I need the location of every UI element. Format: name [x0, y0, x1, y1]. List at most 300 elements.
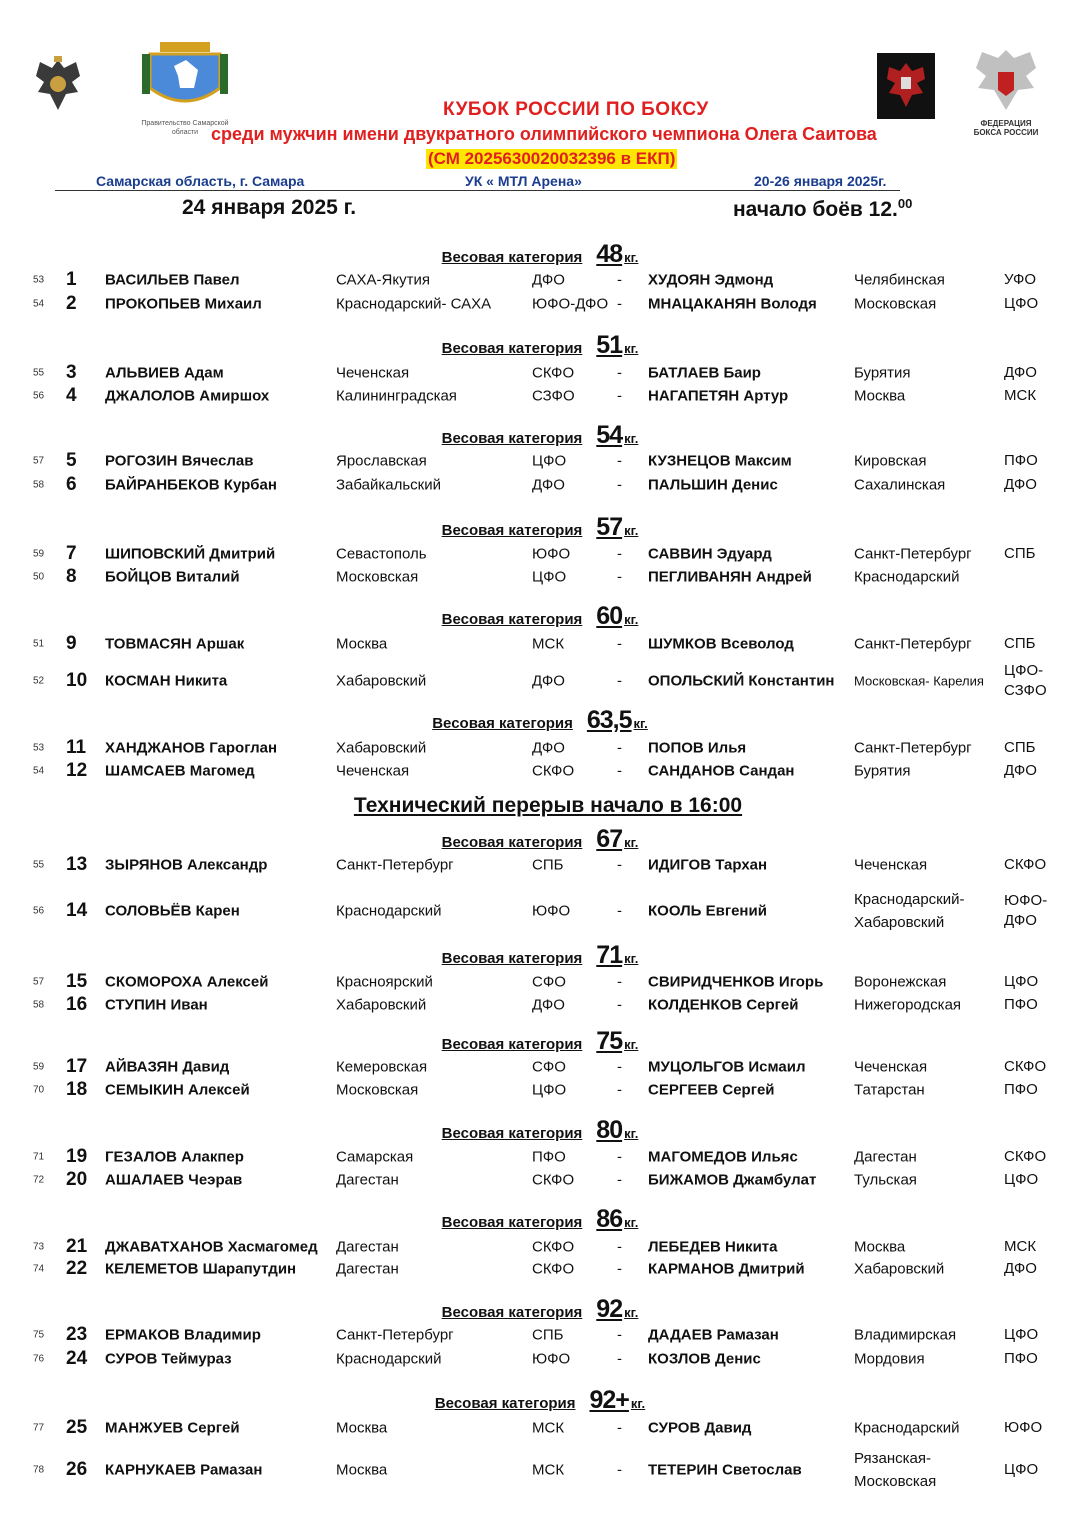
bout-row [0, 756, 1080, 786]
red-corner-region: Чеченская [336, 762, 410, 780]
fight-index: 57 [33, 976, 45, 988]
blue-corner-region: Тульская [854, 1171, 917, 1189]
red-corner-name: ХАНДЖАНОВ Гароглан [105, 739, 278, 757]
red-corner-name: БОЙЦОВ Виталий [105, 568, 240, 586]
weight-category-label: Весовая категория [441, 1304, 583, 1321]
red-corner-district: СКФО [532, 1260, 575, 1278]
fight-index: 74 [33, 1263, 45, 1275]
samara-region-coat-of-arms [140, 40, 230, 136]
weight-value: 92 [596, 1295, 623, 1323]
red-corner-region: Хабаровский [336, 672, 427, 690]
red-corner-name: ГЕЗАЛОВ Алакпер [105, 1148, 244, 1166]
bout-number: 20 [66, 1169, 88, 1190]
weight-category-header [0, 706, 1080, 735]
bout-number: 17 [66, 1056, 88, 1077]
blue-corner-district: ЦФО [1004, 973, 1039, 990]
bout-number: 4 [66, 385, 77, 406]
fight-index: 53 [33, 274, 45, 286]
blue-corner-region: Москва [854, 387, 906, 405]
bout-number: 5 [66, 450, 77, 471]
versus-dash: - [617, 1260, 622, 1278]
red-corner-region: Хабаровский [336, 739, 427, 757]
weight-unit: кг. [624, 1215, 639, 1230]
fight-index: 58 [33, 479, 45, 491]
red-corner-name: ЗЫРЯНОВ Александр [105, 856, 268, 874]
versus-dash: - [617, 739, 622, 757]
bout-number: 16 [66, 994, 88, 1015]
fight-index: 73 [33, 1241, 45, 1253]
start-time-text: начало боёв 12. [733, 198, 898, 221]
blue-corner-region: Санкт-Петербург [854, 739, 972, 757]
fight-index: 56 [33, 905, 45, 917]
red-corner-district: ЦФО [532, 568, 567, 586]
fight-index: 59 [33, 548, 45, 560]
versus-dash: - [617, 476, 622, 494]
bout-number: 12 [66, 760, 88, 781]
blue-corner-name: СЕРГЕЕВ Сергей [648, 1081, 775, 1099]
blue-corner-region: Рязанская- Московская [854, 1450, 937, 1490]
blue-corner-region: Владимирская [854, 1326, 957, 1344]
red-corner-name: АЙВАЗЯН Давид [105, 1058, 230, 1076]
fight-index: 57 [33, 455, 45, 467]
bout-row [0, 1165, 1080, 1195]
header-divider [55, 190, 900, 191]
bout-row [0, 289, 1080, 319]
versus-dash: - [617, 856, 622, 874]
blue-corner-district: УФО [1004, 271, 1037, 288]
red-corner-name: СОЛОВЬЁВ Карен [105, 902, 240, 920]
versus-dash: - [617, 1058, 622, 1076]
weight-category-header [0, 1116, 1080, 1145]
blue-corner-name: МАГОМЕДОВ Ильяс [648, 1148, 798, 1166]
weight-category-header [0, 331, 1080, 360]
weight-category-label: Весовая категория [441, 522, 583, 539]
versus-dash: - [617, 545, 622, 563]
red-corner-name: ЕРМАКОВ Владимир [105, 1326, 261, 1344]
fight-index: 77 [33, 1422, 45, 1434]
red-corner-region: Московская [336, 1081, 419, 1099]
fight-index: 78 [33, 1464, 45, 1476]
fight-index: 58 [33, 999, 45, 1011]
start-time [733, 196, 912, 222]
versus-dash: - [617, 568, 622, 586]
blue-corner-region: Чеченская [854, 1058, 928, 1076]
bout-row [0, 470, 1080, 500]
blue-corner-region: Санкт-Петербург [854, 545, 972, 563]
blue-corner-name: КАРМАНОВ Дмитрий [648, 1260, 805, 1278]
blue-corner-name: ТЕТЕРИН Светослав [648, 1461, 802, 1479]
weight-category-label: Весовая категория [441, 834, 583, 851]
red-corner-name: РОГОЗИН Вячеслав [105, 452, 254, 470]
weight-value: 57 [596, 513, 623, 541]
blue-corner-district: ДФО [1004, 476, 1037, 493]
weight-value: 86 [596, 1205, 623, 1233]
versus-dash: - [617, 1461, 622, 1479]
blue-corner-district: ПФО [1004, 452, 1038, 469]
bout-row [0, 629, 1080, 659]
bout-number: 9 [66, 633, 77, 654]
blue-corner-name: ДАДАЕВ Рамазан [648, 1326, 779, 1344]
weight-value: 75 [596, 1027, 623, 1055]
red-corner-name: КЕЛЕМЕТОВ Шарапутдин [105, 1260, 297, 1278]
blue-corner-district: ДФО [1004, 762, 1037, 779]
red-corner-district: МСК [532, 635, 565, 653]
red-corner-name: СТУПИН Иван [105, 996, 208, 1014]
weight-unit: кг. [624, 612, 639, 627]
blue-corner-district: ДФО [1004, 364, 1037, 381]
red-corner-district: МСК [532, 1461, 565, 1479]
weight-category-label: Весовая категория [441, 249, 583, 266]
location: Самарская область, г. Самара [96, 173, 305, 189]
blue-corner-district: ЮФО- ДФО [1004, 892, 1048, 929]
blue-corner-region: Воронежская [854, 973, 947, 991]
weight-value: 63,5 [586, 706, 632, 734]
red-corner-region: Забайкальский [336, 476, 441, 494]
red-corner-name: ВАСИЛЬЕВ Павел [105, 271, 240, 289]
bout-number: 11 [66, 737, 87, 758]
blue-corner-name: НАГАПЕТЯН Артур [648, 387, 789, 405]
versus-dash: - [617, 1171, 622, 1189]
russian-eagle-emblem [30, 54, 86, 118]
blue-corner-district: СПБ [1004, 545, 1036, 562]
versus-dash: - [617, 1350, 622, 1368]
blue-corner-district: СПБ [1004, 739, 1036, 756]
weight-category-label: Весовая категория [441, 611, 583, 628]
red-corner-district: ДФО [532, 996, 565, 1014]
blue-corner-district: МСК [1004, 1238, 1037, 1255]
blue-corner-region: Бурятия [854, 762, 911, 780]
blue-corner-name: КОЛДЕНКОВ Сергей [648, 996, 799, 1014]
blue-corner-district: МСК [1004, 387, 1037, 404]
bout-number: 25 [66, 1417, 88, 1438]
bout-row [0, 1254, 1080, 1284]
bout-number: 13 [66, 854, 88, 875]
blue-corner-name: БАТЛАЕВ Баир [648, 364, 761, 382]
bout-number: 10 [66, 670, 88, 691]
blue-corner-region: Москва [854, 1238, 906, 1256]
red-corner-district: СПБ [532, 856, 564, 874]
versus-dash: - [617, 996, 622, 1014]
red-corner-district: СКФО [532, 762, 575, 780]
weight-unit: кг. [624, 431, 639, 446]
blue-corner-name: САВВИН Эдуард [648, 545, 772, 563]
blue-corner-name: ЛЕБЕДЕВ Никита [648, 1238, 778, 1256]
weight-category-label: Весовая категория [441, 430, 583, 447]
weight-unit: кг. [624, 523, 639, 538]
red-corner-name: ПРОКОПЬЕВ Михаил [105, 295, 262, 313]
weight-category-header [0, 1205, 1080, 1234]
weight-category-header [0, 602, 1080, 631]
red-corner-region: Дагестан [336, 1260, 399, 1278]
red-corner-region: Хабаровский [336, 996, 427, 1014]
fight-index: 53 [33, 742, 45, 754]
blue-corner-district: ПФО [1004, 996, 1038, 1013]
blue-corner-region: Татарстан [854, 1081, 925, 1099]
red-corner-region: Краснодарский [336, 902, 442, 920]
blue-corner-region: Челябинская [854, 271, 945, 289]
blue-corner-name: МУЦОЛЬГОВ Исмаил [648, 1058, 806, 1076]
weight-category-header [0, 1386, 1080, 1415]
red-corner-region: Дагестан [336, 1171, 399, 1189]
federation-logo-caption: ФЕДЕРАЦИЯ БОКСА РОССИИ [973, 119, 1039, 137]
weight-unit: кг. [633, 716, 648, 731]
period: 20-26 января 2025г. [754, 173, 887, 189]
fight-index: 71 [33, 1151, 45, 1163]
red-corner-district: СФО [532, 973, 566, 991]
red-corner-name: КАРНУКАЕВ Рамазан [105, 1461, 263, 1479]
weight-category-label: Весовая категория [441, 1214, 583, 1231]
venue: УК « МТЛ Арена» [465, 173, 582, 189]
technical-break: Технический перерыв начало в 16:00 [353, 794, 743, 817]
red-corner-region: Калининградская [336, 387, 457, 405]
weight-unit: кг. [624, 951, 639, 966]
fight-index: 52 [33, 675, 45, 687]
page-title: КУБОК РОССИИ ПО БОКСУ [443, 99, 709, 120]
blue-corner-name: СУРОВ Давид [648, 1419, 752, 1437]
fight-index: 54 [33, 765, 45, 777]
fight-index: 75 [33, 1329, 45, 1341]
blue-corner-name: КОЗЛОВ Денис [648, 1350, 761, 1368]
red-corner-region: Краснодарский [336, 1350, 442, 1368]
blue-corner-name: КУЗНЕЦОВ Максим [648, 452, 792, 470]
blue-corner-region: Мордовия [854, 1350, 925, 1368]
weight-unit: кг. [624, 1037, 639, 1052]
blue-corner-name: САНДАНОВ Сандан [648, 762, 795, 780]
weight-category-label: Весовая категория [441, 950, 583, 967]
fight-index: 51 [33, 638, 45, 650]
weight-category-label: Весовая категория [441, 1036, 583, 1053]
fight-index: 55 [33, 367, 45, 379]
versus-dash: - [617, 452, 622, 470]
red-corner-district: СФО [532, 1058, 566, 1076]
red-corner-name: КОСМАН Никита [105, 672, 228, 690]
red-corner-region: Севастополь [336, 545, 427, 563]
red-corner-region: Москва [336, 1461, 388, 1479]
blue-corner-district: ПФО [1004, 1350, 1038, 1367]
versus-dash: - [617, 1326, 622, 1344]
blue-corner-region: Нижегородская [854, 996, 962, 1014]
blue-corner-name: ОПОЛЬСКИЙ Константин [648, 672, 835, 690]
bout-row [0, 1075, 1080, 1105]
red-corner-region: Москва [336, 1419, 388, 1437]
red-corner-district: ДФО [532, 271, 565, 289]
red-corner-district: СКФО [532, 1238, 575, 1256]
bout-number: 7 [66, 543, 77, 564]
red-corner-name: ДЖАВАТХАНОВ Хасмагомед [105, 1238, 318, 1256]
blue-corner-name: ПАЛЬШИН Денис [648, 476, 778, 494]
red-corner-name: СЕМЫКИН Алексей [105, 1081, 250, 1099]
red-corner-region: Чеченская [336, 364, 410, 382]
bout-row [0, 850, 1080, 880]
weight-unit: кг. [624, 1305, 639, 1320]
bout-number: 26 [66, 1459, 88, 1480]
red-corner-name: АЛЬВИЕВ Адам [105, 364, 224, 382]
bout-row [0, 1445, 1080, 1495]
red-corner-district: СПБ [532, 1326, 564, 1344]
blue-corner-district: ЦФО [1004, 1326, 1039, 1343]
blue-corner-region: Бурятия [854, 364, 911, 382]
samara-logo-caption: Правительство Самарской области [141, 120, 229, 136]
weight-category-header [0, 941, 1080, 970]
weight-unit: кг. [624, 1126, 639, 1141]
red-corner-district: СКФО [532, 364, 575, 382]
versus-dash: - [617, 387, 622, 405]
red-corner-district: МСК [532, 1419, 565, 1437]
weight-value: 67 [596, 825, 623, 853]
weight-unit: кг. [624, 341, 639, 356]
blue-corner-name: БИЖАМОВ Джамбулат [648, 1171, 817, 1189]
red-corner-district: ПФО [532, 1148, 566, 1166]
red-corner-district: ЮФО [532, 902, 571, 920]
blue-corner-name: ИДИГОВ Тархан [648, 856, 768, 874]
versus-dash: - [617, 364, 622, 382]
versus-dash: - [617, 295, 622, 313]
weight-value: 71 [596, 941, 623, 969]
weight-unit: кг. [624, 835, 639, 850]
bout-number: 21 [66, 1236, 88, 1257]
weight-value: 60 [596, 602, 623, 630]
bout-row [0, 886, 1080, 936]
bout-number: 22 [66, 1258, 88, 1279]
versus-dash: - [617, 672, 622, 690]
bout-number: 24 [66, 1348, 88, 1369]
red-corner-region: Дагестан [336, 1238, 399, 1256]
versus-dash: - [617, 902, 622, 920]
fight-index: 54 [33, 298, 45, 310]
fight-index: 76 [33, 1353, 45, 1365]
bout-number: 3 [66, 362, 77, 383]
red-corner-region: Московская [336, 568, 419, 586]
weight-category-label: Весовая категория [441, 340, 583, 357]
versus-dash: - [617, 635, 622, 653]
blue-corner-district: ЦФО [1004, 295, 1039, 312]
bout-number: 18 [66, 1079, 88, 1100]
red-corner-district: ЮФО-ДФО [532, 295, 609, 313]
blue-corner-name: ПЕГЛИВАНЯН Андрей [648, 568, 812, 586]
blue-corner-region: Дагестан [854, 1148, 917, 1166]
versus-dash: - [617, 1148, 622, 1166]
blue-corner-region: Кировская [854, 452, 927, 470]
fight-index: 59 [33, 1061, 45, 1073]
bout-row [0, 381, 1080, 411]
weight-value: 48 [596, 240, 623, 268]
fight-index: 72 [33, 1174, 45, 1186]
versus-dash: - [617, 1081, 622, 1099]
start-time-minutes: 00 [897, 196, 913, 211]
bout-number: 8 [66, 566, 77, 587]
bout-row [0, 1413, 1080, 1443]
fight-index: 55 [33, 859, 45, 871]
weight-category-header [0, 513, 1080, 542]
blue-corner-district: ЦФО [1004, 1171, 1039, 1188]
red-corner-district: ДФО [532, 476, 565, 494]
competition-date: 24 января 2025 г. [182, 196, 357, 219]
bout-number: 2 [66, 293, 77, 314]
weight-value: 80 [596, 1116, 623, 1144]
red-corner-name: ДЖАЛОЛОВ Амиршох [105, 387, 270, 405]
weight-category-label: Весовая категория [434, 1395, 576, 1412]
red-corner-name: ТОВМАСЯН Аршак [105, 635, 245, 653]
weight-value: 51 [596, 331, 623, 359]
red-corner-name: МАНЖУЕВ Сергей [105, 1419, 240, 1437]
red-corner-region: Москва [336, 635, 388, 653]
blue-corner-region: Санкт-Петербург [854, 635, 972, 653]
weight-category-label: Весовая категория [432, 715, 573, 732]
versus-dash: - [617, 973, 622, 991]
red-corner-name: БАЙРАНБЕКОВ Курбан [105, 476, 277, 494]
blue-corner-region: Хабаровский [854, 1260, 945, 1278]
blue-corner-name: ПОПОВ Илья [648, 739, 747, 757]
weight-value: 92+ [589, 1386, 629, 1414]
blue-corner-name: ХУДОЯН Эдмонд [648, 271, 774, 289]
red-corner-name: АШАЛАЕВ Чеэрав [105, 1171, 243, 1189]
fight-index: 50 [33, 571, 45, 583]
blue-corner-district: ЦФО [1004, 1461, 1039, 1478]
red-corner-region: Красноярский [336, 973, 433, 991]
blue-corner-district: ДФО [1004, 1260, 1037, 1277]
blue-corner-district: СПБ [1004, 635, 1036, 652]
blue-corner-region: Краснодарский [854, 1419, 960, 1437]
bout-row [0, 1344, 1080, 1374]
page-subtitle: среди мужчин имени двукратного олимпийского чемпиона Олега Саитова [211, 124, 877, 144]
weight-category-label: Весовая категория [441, 1125, 583, 1142]
red-corner-name: ШИПОВСКИЙ Дмитрий [105, 545, 276, 563]
versus-dash: - [617, 1419, 622, 1437]
weight-unit: кг. [630, 1396, 646, 1411]
red-corner-district: СЗФО [532, 387, 575, 405]
red-corner-district: ЦФО [532, 452, 567, 470]
blue-corner-name: ШУМКОВ Всеволод [648, 635, 794, 653]
blue-corner-region: Краснодарский- Хабаровский [854, 891, 965, 931]
blue-corner-name: КООЛЬ Евгений [648, 902, 767, 920]
blue-corner-name: МНАЦАКАНЯН Володя [648, 295, 817, 313]
red-corner-region: Санкт-Петербург [336, 1326, 454, 1344]
blue-corner-district: СКФО [1004, 1058, 1047, 1075]
blue-corner-district: ЮФО [1004, 1419, 1043, 1436]
blue-corner-name: СВИРИДЧЕНКОВ Игорь [648, 973, 824, 991]
blue-corner-district: СКФО [1004, 856, 1047, 873]
bout-number: 19 [66, 1146, 88, 1167]
red-corner-district: ЮФО [532, 545, 571, 563]
red-corner-region: Санкт-Петербург [336, 856, 454, 874]
weight-unit: кг. [624, 250, 639, 265]
blue-corner-region: Краснодарский [854, 568, 960, 586]
red-corner-region: Самарская [336, 1148, 414, 1166]
bout-number: 15 [66, 971, 88, 992]
fight-index: 70 [33, 1084, 45, 1096]
blue-corner-region: Сахалинская [854, 476, 946, 494]
bout-number: 1 [66, 269, 77, 290]
red-corner-name: СКОМОРОХА Алексей [105, 973, 269, 991]
bout-row [0, 562, 1080, 592]
blue-corner-region: Московская- Карелия [854, 673, 984, 689]
versus-dash: - [617, 271, 622, 289]
blue-corner-district: СКФО [1004, 1148, 1047, 1165]
red-corner-district: СКФО [532, 1171, 575, 1189]
red-corner-region: Краснодарский- САХА [336, 295, 492, 313]
versus-dash: - [617, 1238, 622, 1256]
weight-value: 54 [596, 421, 623, 449]
bout-number: 6 [66, 474, 77, 495]
bout-number: 14 [66, 900, 88, 921]
red-corner-region: Ярославская [336, 452, 427, 470]
red-corner-name: СУРОВ Теймураз [105, 1350, 232, 1368]
red-corner-district: ЮФО [532, 1350, 571, 1368]
boxing-federation-logo [968, 46, 1044, 136]
blue-corner-district: ЦФО- СЗФО [1004, 662, 1047, 699]
ekp-number: (СМ 2025630020032396 в ЕКП) [428, 149, 676, 168]
red-corner-region: Кемеровская [336, 1058, 428, 1076]
